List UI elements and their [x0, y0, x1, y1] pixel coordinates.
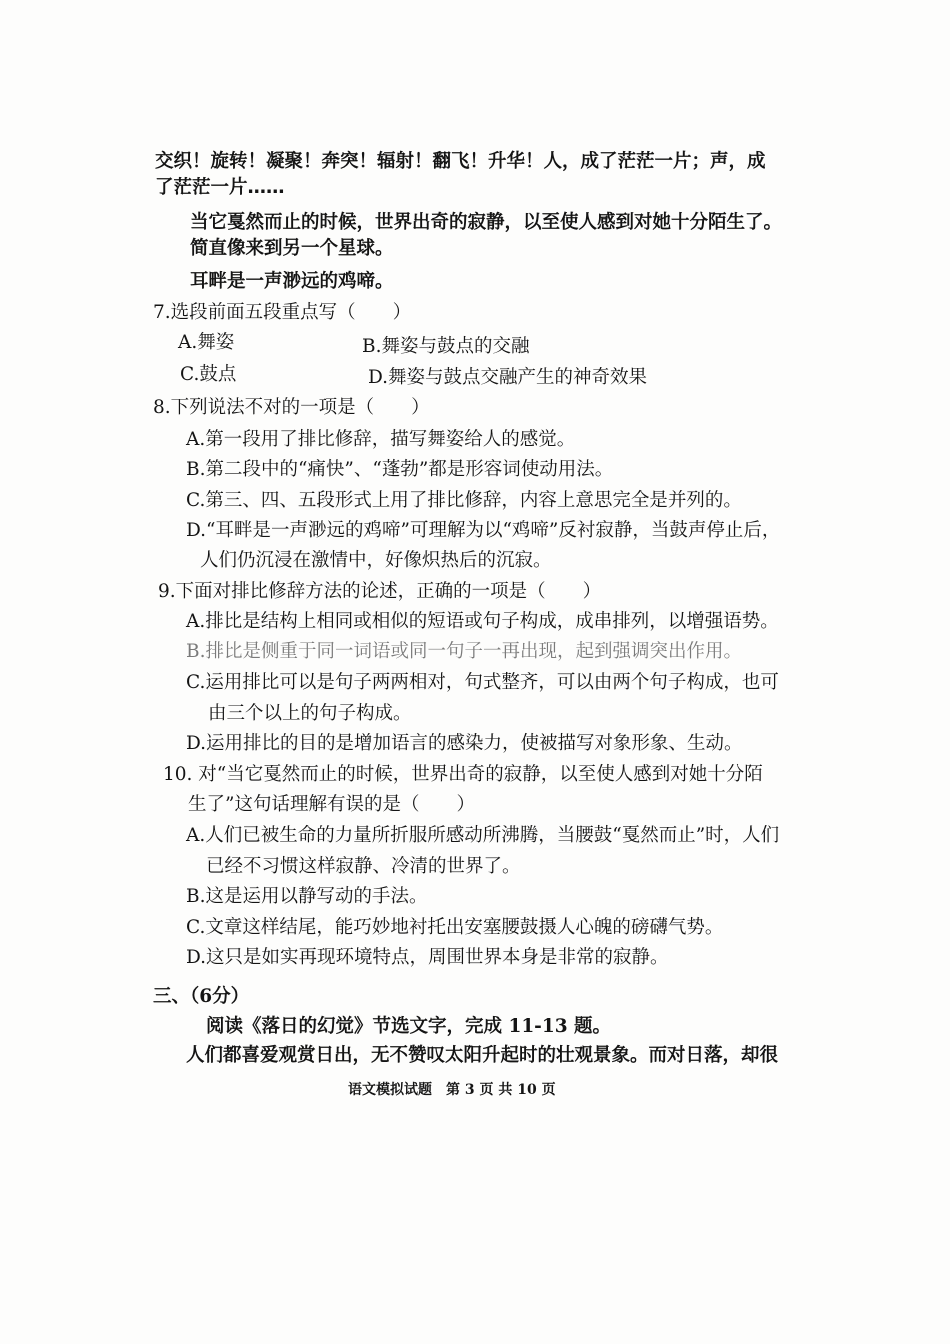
- passage-para3: 耳畔是一声渺远的鸡啼。: [190, 271, 394, 292]
- page-footer: 语文模拟试题 第 3 页 共 10 页: [348, 1082, 556, 1098]
- passage-line-2: 了茫茫一片……: [155, 177, 285, 198]
- q7-stem: 7.选段前面五段重点写（ ）: [153, 302, 412, 323]
- section-3-passage-line-1: 人们都喜爱观赏日出，无不赞叹太阳升起时的壮观景象。而对日落，却很: [186, 1045, 779, 1066]
- q7-option-b: B.舞姿与鼓点的交融: [362, 336, 530, 357]
- q9-stem: 9.下面对排比修辞方法的论述，正确的一项是（ ）: [158, 581, 602, 602]
- q8-option-a: A.第一段用了排比修辞，描写舞姿给人的感觉。: [186, 429, 576, 450]
- q8-option-d-line-1: D.“耳畔是一声渺远的鸡啼”可理解为以“鸡啼”反衬寂静，当鼓声停止后，: [186, 520, 781, 541]
- q8-stem: 8.下列说法不对的一项是（ ）: [153, 397, 430, 418]
- q10-option-c: C.文章这样结尾，能巧妙地衬托出安塞腰鼓摄人心魄的磅礴气势。: [186, 917, 724, 938]
- q7-option-a: A.舞姿: [178, 332, 235, 353]
- q10-option-a-line-1: A.人们已被生命的力量所折服所感动所沸腾，当腰鼓“戛然而止”时，人们: [186, 825, 780, 846]
- q8-option-b: B.第二段中的“痛快”、“蓬勃”都是形容词使动用法。: [186, 459, 614, 480]
- q8-option-c: C.第三、四、五段形式上用了排比修辞，内容上意思完全是并列的。: [186, 490, 742, 511]
- q10-option-d: D.这只是如实再现环境特点，周围世界本身是非常的寂静。: [186, 947, 669, 968]
- q10-stem-line-1: 10. 对“当它戛然而止的时候，世界出奇的寂静，以至使人感到对她十分陌: [163, 764, 763, 785]
- q7-option-d: D.舞姿与鼓点交融产生的神奇效果: [368, 367, 648, 388]
- passage-para2-line-2: 简直像来到另一个星球。: [190, 238, 394, 259]
- passage-line-1: 交织！旋转！凝聚！奔突！辐射！翻飞！升华！人，成了茫茫一片；声，成: [155, 151, 766, 172]
- q7-option-c: C.鼓点: [180, 364, 237, 385]
- passage-para2-line-1: 当它戛然而止的时候，世界出奇的寂静，以至使人感到对她十分陌生了。: [190, 212, 783, 233]
- q8-option-d-line-2: 人们仍沉浸在激情中，好像炽热后的沉寂。: [200, 550, 552, 571]
- q10-option-a-line-2: 已经不习惯这样寂静、冷清的世界了。: [206, 856, 521, 877]
- q9-option-d: D.运用排比的目的是增加语言的感染力，使被描写对象形象、生动。: [186, 733, 743, 754]
- section-3-heading: 三、（6分）: [153, 986, 250, 1007]
- q9-option-c-line-2: 由三个以上的句子构成。: [208, 703, 412, 724]
- q9-option-a: A.排比是结构上相同或相似的短语或句子构成，成串排列，以增强语势。: [186, 611, 779, 632]
- q9-option-c-line-1: C.运用排比可以是句子两两相对，句式整齐，可以由两个句子构成，也可: [186, 672, 779, 693]
- q9-option-b: B.排比是侧重于同一词语或同一句子一再出现，起到强调突出作用。: [186, 641, 742, 662]
- section-3-instruction: 阅读《落日的幻觉》节选文字，完成 11-13 题。: [206, 1016, 612, 1037]
- q10-option-b: B.这是运用以静写动的手法。: [186, 886, 428, 907]
- q10-stem-line-2: 生了”这句话理解有误的是（ ）: [188, 794, 475, 815]
